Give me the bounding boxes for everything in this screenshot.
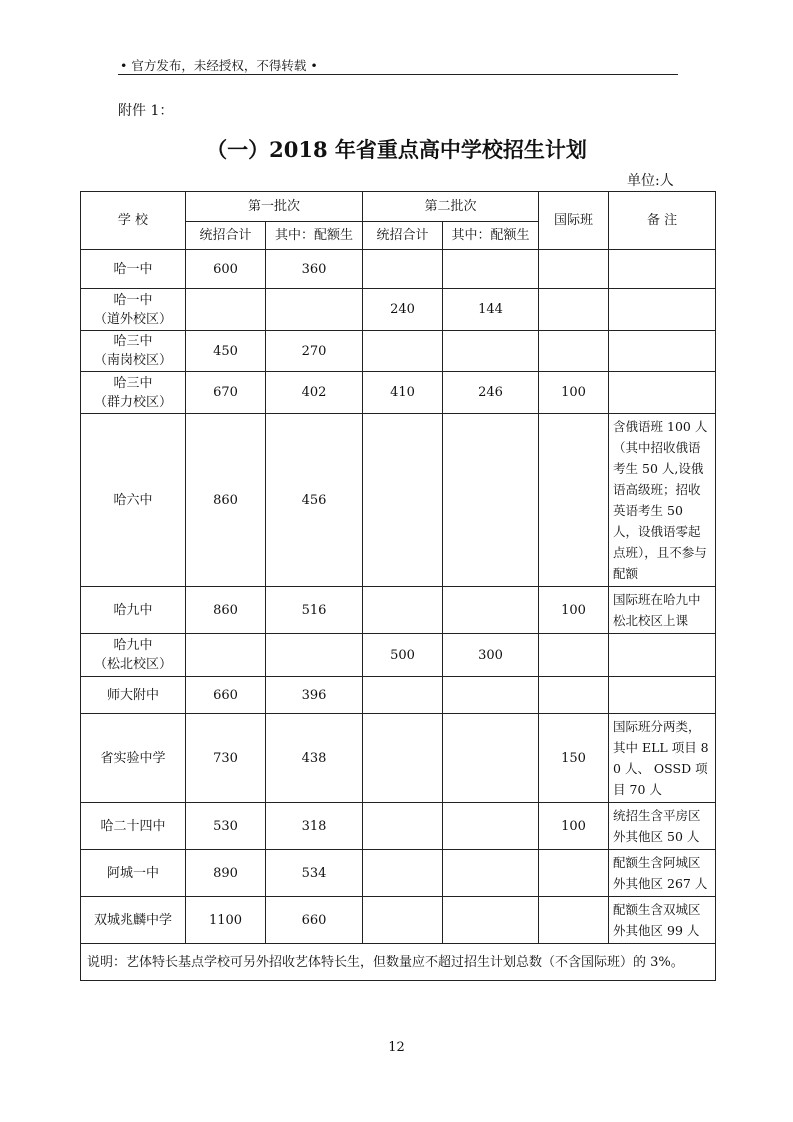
school-cell [81, 634, 186, 677]
cell-intl [539, 850, 609, 897]
school-name: 哈一中 [113, 261, 153, 277]
cell-b1-total: 530 [186, 803, 266, 850]
note-cell: 配额生含阿城区外其他区 267 人 [609, 850, 716, 897]
cell-b2-quota: 300 [443, 634, 539, 677]
cell-b1-total: 600 [186, 250, 266, 289]
school-cell [81, 897, 186, 944]
note-cell [609, 634, 716, 677]
school-name: 哈三中 [113, 334, 153, 349]
cell-b2-total [363, 850, 443, 897]
cell-intl [539, 289, 609, 331]
cell-b1-total: 670 [186, 372, 266, 414]
cell-b1-quota [266, 289, 363, 331]
school-name: 阿城一中 [106, 865, 159, 881]
school-name: 哈九中 [113, 638, 153, 653]
school-campus: （群力校区） [93, 394, 172, 410]
cell-intl: 100 [539, 803, 609, 850]
table-row [81, 850, 716, 897]
cell-b1-quota: 396 [266, 677, 363, 714]
cell-b2-total [363, 250, 443, 289]
school-name: 哈六中 [113, 492, 153, 508]
cell-b2-quota [443, 714, 539, 803]
school-name: 省实验中学 [100, 750, 166, 766]
cell-b1-quota: 660 [266, 897, 363, 944]
header-b2-total: 统招合计 [363, 222, 443, 250]
school-cell [81, 250, 186, 289]
school-cell [81, 587, 186, 634]
cell-b2-quota: 144 [443, 289, 539, 331]
school-cell [81, 850, 186, 897]
cell-b1-quota: 456 [266, 414, 363, 587]
cell-b2-total: 410 [363, 372, 443, 414]
page-title: （一）2018 年省重点高中学校招生计划 [206, 137, 587, 162]
cell-intl [539, 634, 609, 677]
cell-b2-quota [443, 414, 539, 587]
header-school: 学 校 [81, 192, 186, 250]
cell-b1-quota [266, 634, 363, 677]
cell-b1-total: 890 [186, 850, 266, 897]
cell-b2-total: 240 [363, 289, 443, 331]
cell-b2-total [363, 714, 443, 803]
cell-intl [539, 677, 609, 714]
note-cell: 国际班在哈九中松北校区上课 [609, 587, 716, 634]
cell-b2-quota [443, 803, 539, 850]
cell-b1-total: 860 [186, 414, 266, 587]
note-cell: 国际班分两类，其中 ELL 项目 80 人、 OSSD 项目 70 人 [609, 714, 716, 803]
note-cell [609, 250, 716, 289]
table-row [81, 250, 716, 289]
school-cell [81, 714, 186, 803]
cell-intl: 150 [539, 714, 609, 803]
school-cell [81, 414, 186, 587]
table-row [81, 414, 716, 587]
cell-b1-quota: 270 [266, 331, 363, 372]
enrollment-plan-table [80, 191, 716, 981]
table-row [81, 289, 716, 331]
school-campus: （南岗校区） [93, 353, 172, 368]
page-header: • 官方发布，未经授权，不得转载 • [120, 58, 318, 73]
cell-b2-quota [443, 331, 539, 372]
cell-b2-total [363, 331, 443, 372]
cell-intl [539, 414, 609, 587]
school-cell [81, 331, 186, 372]
cell-b1-total: 660 [186, 677, 266, 714]
cell-b2-quota: 246 [443, 372, 539, 414]
note-cell [609, 677, 716, 714]
school-cell [81, 372, 186, 414]
cell-b2-total [363, 677, 443, 714]
header-rule [118, 74, 678, 75]
note-cell: 统招生含平房区外其他区 50 人 [609, 803, 716, 850]
school-campus: （松北校区） [93, 657, 172, 672]
table-row [81, 803, 716, 850]
cell-b1-quota: 318 [266, 803, 363, 850]
cell-b1-quota: 438 [266, 714, 363, 803]
cell-intl: 100 [539, 372, 609, 414]
cell-b2-total [363, 803, 443, 850]
table-row [81, 677, 716, 714]
school-name: 双城兆麟中学 [93, 912, 172, 928]
header-b2-quota: 其中：配额生 [443, 222, 539, 250]
cell-b2-total: 500 [363, 634, 443, 677]
header-b1-quota: 其中：配额生 [266, 222, 363, 250]
cell-b2-total [363, 414, 443, 587]
cell-b2-quota [443, 897, 539, 944]
table-footnote: 说明：艺体特长基点学校可另外招收艺体特长生，但数量应不超过招生计划总数（不含国际班）的 3%。 [81, 944, 716, 981]
table-row [81, 587, 716, 634]
school-name: 哈二十四中 [100, 818, 166, 834]
cell-b1-total: 1100 [186, 897, 266, 944]
note-cell [609, 289, 716, 331]
table-row [81, 372, 716, 414]
header-batch1: 第一批次 [186, 192, 363, 222]
school-cell [81, 677, 186, 714]
cell-b2-total [363, 897, 443, 944]
cell-b1-quota: 360 [266, 250, 363, 289]
cell-intl [539, 250, 609, 289]
cell-b2-quota [443, 587, 539, 634]
school-name: 师大附中 [106, 687, 159, 703]
cell-b1-total [186, 634, 266, 677]
cell-intl: 100 [539, 587, 609, 634]
school-name: 哈九中 [113, 602, 153, 618]
header-batch2: 第二批次 [363, 192, 539, 222]
cell-b1-total: 860 [186, 587, 266, 634]
cell-intl [539, 331, 609, 372]
page-number: 12 [388, 1040, 405, 1055]
header-b1-total: 统招合计 [186, 222, 266, 250]
cell-b1-quota: 516 [266, 587, 363, 634]
school-cell [81, 803, 186, 850]
cell-b2-total [363, 587, 443, 634]
cell-b2-quota [443, 850, 539, 897]
attachment-label: 附件 1： [118, 103, 174, 119]
table-row [81, 331, 716, 372]
note-cell [609, 331, 716, 372]
cell-intl [539, 897, 609, 944]
cell-b2-quota [443, 250, 539, 289]
school-campus: （道外校区） [93, 311, 172, 327]
table-row [81, 897, 716, 944]
cell-b1-total: 730 [186, 714, 266, 803]
table-row [81, 634, 716, 677]
school-name: 哈三中 [113, 375, 153, 391]
header-notes: 备 注 [609, 192, 716, 250]
cell-b1-quota: 402 [266, 372, 363, 414]
cell-b1-quota: 534 [266, 850, 363, 897]
table-body [81, 250, 716, 944]
cell-b1-total: 450 [186, 331, 266, 372]
school-name: 哈一中 [113, 292, 153, 308]
table-row [81, 714, 716, 803]
header-intl: 国际班 [539, 192, 609, 250]
note-cell: 含俄语班 100 人（其中招收俄语考生 50 人,设俄语高级班；招收英语考生 50 人，设俄语零起点班），且不参与配额 [609, 414, 716, 587]
cell-b2-quota [443, 677, 539, 714]
unit-label: 单位:人 [627, 173, 674, 189]
school-cell [81, 289, 186, 331]
note-cell [609, 372, 716, 414]
cell-b1-total [186, 289, 266, 331]
note-cell: 配额生含双城区外其他区 99 人 [609, 897, 716, 944]
